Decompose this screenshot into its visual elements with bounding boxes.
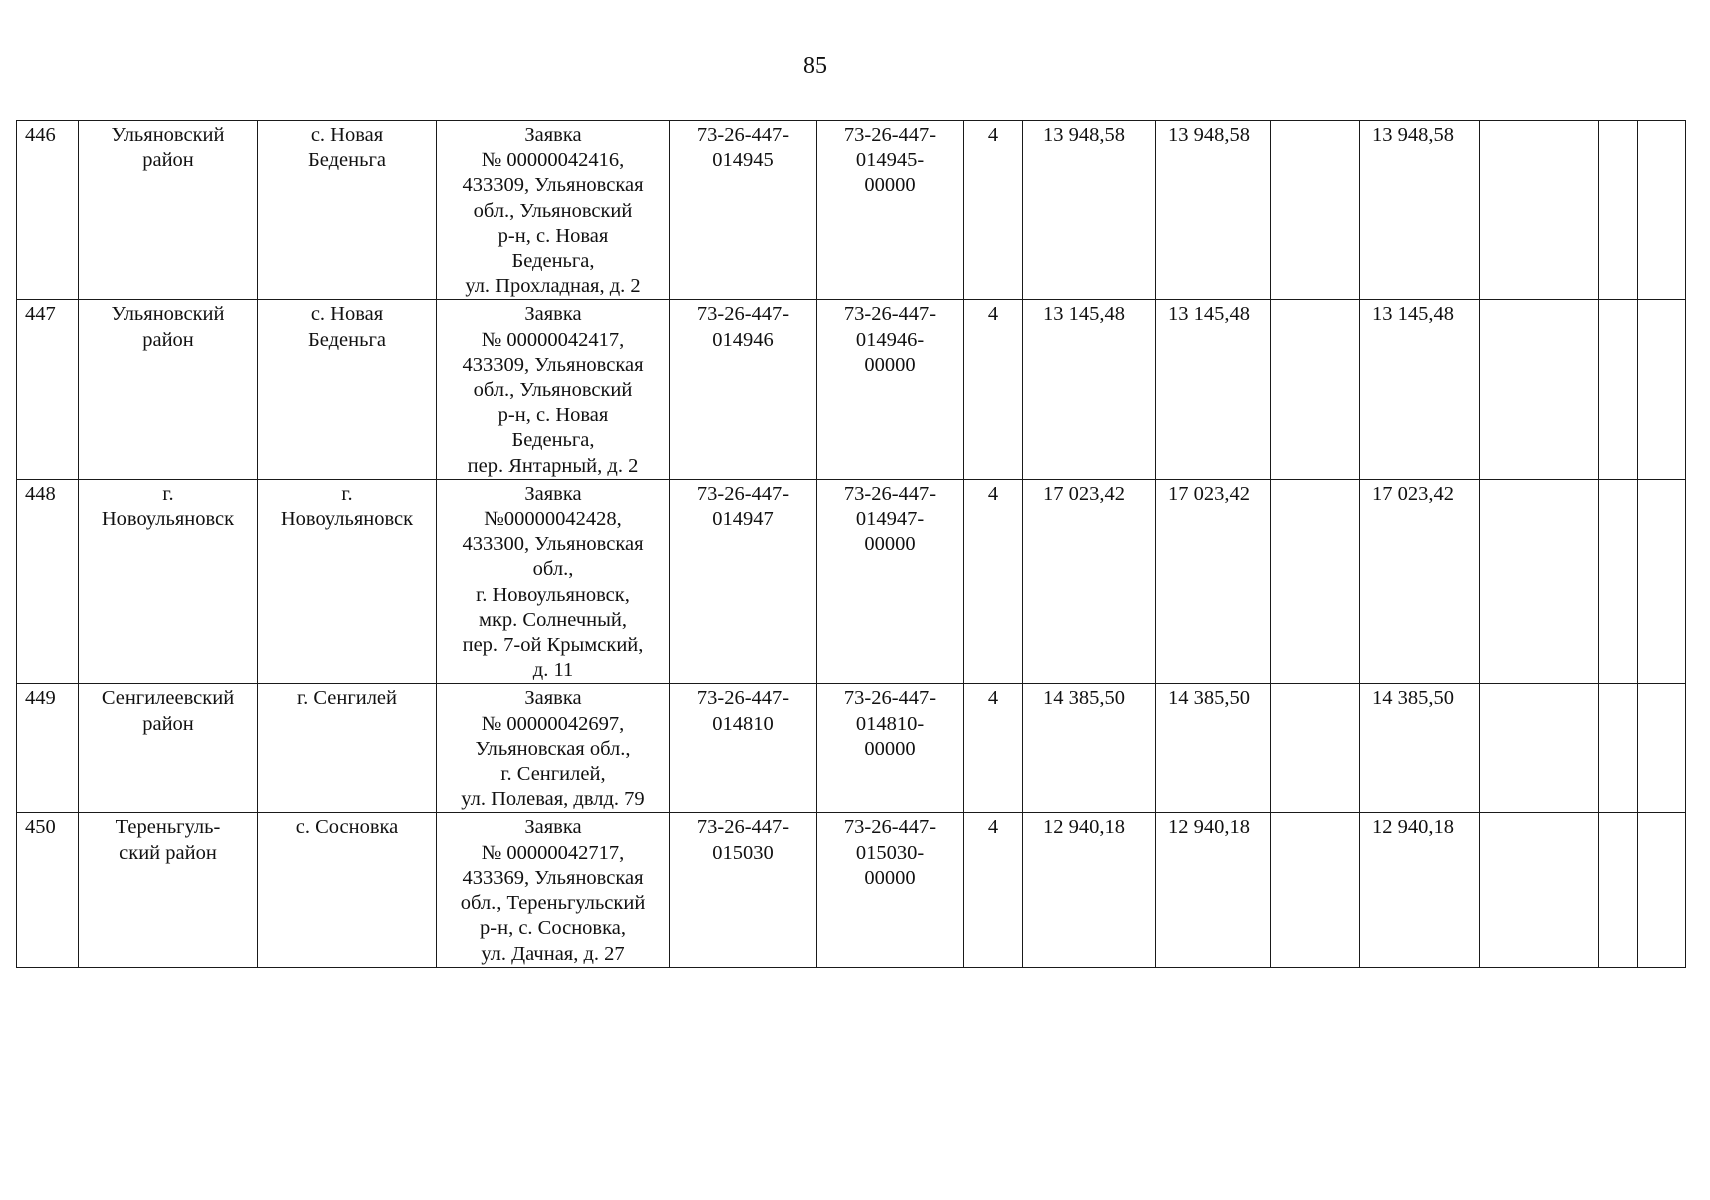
empty-cell [1271, 300, 1360, 479]
district-cell: Сенгилеевский район [79, 684, 258, 813]
amount-cell: 13 948,58 [1360, 121, 1480, 300]
locality-cell: с. Сосновка [258, 813, 437, 967]
amount-cell: 17 023,42 [1360, 479, 1480, 684]
empty-cell [1271, 684, 1360, 813]
amount-cell: 12 940,18 [1156, 813, 1271, 967]
table-row [17, 300, 1686, 479]
district-cell: Ульяновский район [79, 121, 258, 300]
row-number: 447 [17, 300, 79, 479]
locality-cell: с. Новая Беденьга [258, 121, 437, 300]
amount-cell: 13 145,48 [1360, 300, 1480, 479]
empty-cell [1599, 121, 1638, 300]
quantity-cell: 4 [964, 813, 1023, 967]
register-table [16, 120, 1686, 968]
empty-cell [1271, 813, 1360, 967]
table-row [17, 684, 1686, 813]
empty-cell [1480, 684, 1599, 813]
empty-cell [1271, 121, 1360, 300]
page-number: 85 [803, 53, 827, 79]
table-row [17, 121, 1686, 300]
empty-cell [1638, 300, 1686, 479]
empty-cell [1480, 479, 1599, 684]
locality-cell: с. Новая Беденьга [258, 300, 437, 479]
district-cell: Ульяновский район [79, 300, 258, 479]
amount-cell: 14 385,50 [1023, 684, 1156, 813]
row-number: 446 [17, 121, 79, 300]
row-number: 449 [17, 684, 79, 813]
row-number: 450 [17, 813, 79, 967]
object-code-cell: 73-26-447- 015030- 00000 [817, 813, 964, 967]
amount-cell: 13 948,58 [1023, 121, 1156, 300]
amount-cell: 14 385,50 [1360, 684, 1480, 813]
application-cell: Заявка №00000042428, 433300, Ульяновская обл., г. Новоульяновск, мкр. Солнечный, пер. 7-ой Крымский, д. 11 [437, 479, 670, 684]
quantity-cell: 4 [964, 300, 1023, 479]
cadastral-code-cell: 73-26-447- 014946 [670, 300, 817, 479]
amount-cell: 14 385,50 [1156, 684, 1271, 813]
quantity-cell: 4 [964, 684, 1023, 813]
amount-cell: 13 145,48 [1156, 300, 1271, 479]
register-body [17, 121, 1686, 968]
locality-cell: г. Новоульяновск [258, 479, 437, 684]
amount-cell: 13 948,58 [1156, 121, 1271, 300]
amount-cell: 12 940,18 [1360, 813, 1480, 967]
amount-cell: 17 023,42 [1023, 479, 1156, 684]
empty-cell [1638, 684, 1686, 813]
object-code-cell: 73-26-447- 014810- 00000 [817, 684, 964, 813]
application-cell: Заявка № 00000042717, 433369, Ульяновская обл., Тереньгульский р-н, с. Сосновка, ул. Дачная, д. 27 [437, 813, 670, 967]
empty-cell [1638, 479, 1686, 684]
quantity-cell: 4 [964, 121, 1023, 300]
application-cell: Заявка № 00000042697, Ульяновская обл., г. Сенгилей, ул. Полевая, двлд. 79 [437, 684, 670, 813]
quantity-cell: 4 [964, 479, 1023, 684]
empty-cell [1638, 121, 1686, 300]
application-cell: Заявка № 00000042417, 433309, Ульяновская обл., Ульяновский р-н, с. Новая Беденьга, пер. Янтарный, д. 2 [437, 300, 670, 479]
empty-cell [1480, 300, 1599, 479]
amount-cell: 13 145,48 [1023, 300, 1156, 479]
object-code-cell: 73-26-447- 014947- 00000 [817, 479, 964, 684]
amount-cell: 12 940,18 [1023, 813, 1156, 967]
row-number: 448 [17, 479, 79, 684]
cadastral-code-cell: 73-26-447- 015030 [670, 813, 817, 967]
empty-cell [1638, 813, 1686, 967]
table-row [17, 813, 1686, 967]
empty-cell [1599, 813, 1638, 967]
table-row [17, 479, 1686, 684]
cadastral-code-cell: 73-26-447- 014810 [670, 684, 817, 813]
empty-cell [1599, 300, 1638, 479]
object-code-cell: 73-26-447- 014945- 00000 [817, 121, 964, 300]
amount-cell: 17 023,42 [1156, 479, 1271, 684]
district-cell: г. Новоульяновск [79, 479, 258, 684]
application-cell: Заявка № 00000042416, 433309, Ульяновская обл., Ульяновский р-н, с. Новая Беденьга, ул. Прохладная, д. 2 [437, 121, 670, 300]
empty-cell [1599, 479, 1638, 684]
district-cell: Тереньгуль- ский район [79, 813, 258, 967]
empty-cell [1480, 121, 1599, 300]
empty-cell [1271, 479, 1360, 684]
empty-cell [1599, 684, 1638, 813]
empty-cell [1480, 813, 1599, 967]
object-code-cell: 73-26-447- 014946- 00000 [817, 300, 964, 479]
cadastral-code-cell: 73-26-447- 014947 [670, 479, 817, 684]
locality-cell: г. Сенгилей [258, 684, 437, 813]
cadastral-code-cell: 73-26-447- 014945 [670, 121, 817, 300]
